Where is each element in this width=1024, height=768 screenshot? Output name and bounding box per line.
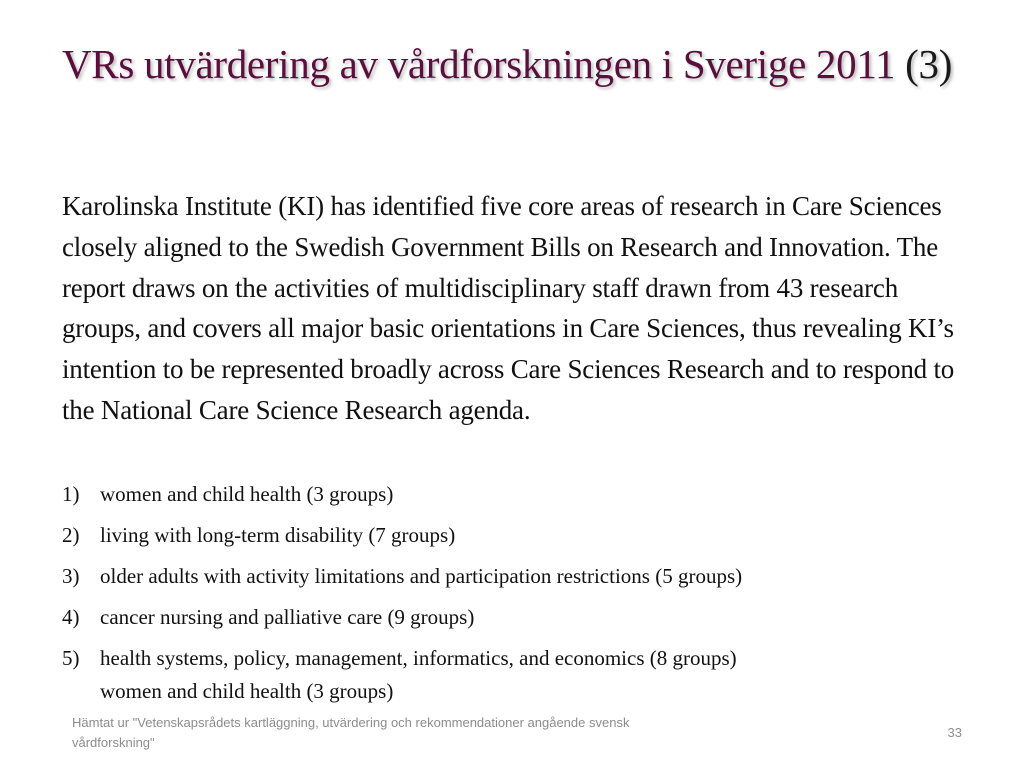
list-item-number: 2) [62,523,80,547]
list-item-text: health systems, policy, management, informatics, and economics (8 groups) [100,646,737,670]
list-item-text: cancer nursing and palliative care (9 groups) [100,605,475,629]
list-item [62,478,982,511]
list-item-text: older adults with activity limitations and participation restrictions (5 groups) [100,564,743,588]
page-number: 33 [947,725,962,740]
list-item-text-wrapper [100,642,982,708]
list-item-extra-text: women and child health (3 groups) [100,679,394,703]
list-item-number: 5) [62,646,80,670]
list-item [62,519,982,552]
list-item-number: 1) [62,482,80,506]
list-item-text: living with long-term disability (7 groups) [100,523,456,547]
research-areas-list [62,478,982,716]
list-item [62,601,982,634]
slide-title [62,38,962,90]
list-item [62,642,982,708]
slide-title-main: VRs utvärdering av vårdforskningen i Sverige 2011 [62,41,896,87]
list-item-number: 4) [62,605,80,629]
list-item-number: 3) [62,564,80,588]
slide-title-suffix: (3) [905,41,953,87]
footer-source-note: Hämtat ur "Vetenskapsrådets kartläggning, utvärdering och rekommendationer angående svensk vårdforskning" [72,715,630,750]
list-item-text: women and child health (3 groups) [100,482,394,506]
body-paragraph: Karolinska Institute (KI) has identified five core areas of research in Care Sciences closely aligned to the Swedish Government Bills on Research and Innovation. The report draws on the activities of multidisciplinary staff drawn from 43 research groups, and covers all major basic orientations in Care Sciences, thus revealing KI’s intention to be represented broadly across Care Sciences Research and to respond to the National Care Science Research agenda. [62,191,955,425]
list-item [62,560,982,593]
